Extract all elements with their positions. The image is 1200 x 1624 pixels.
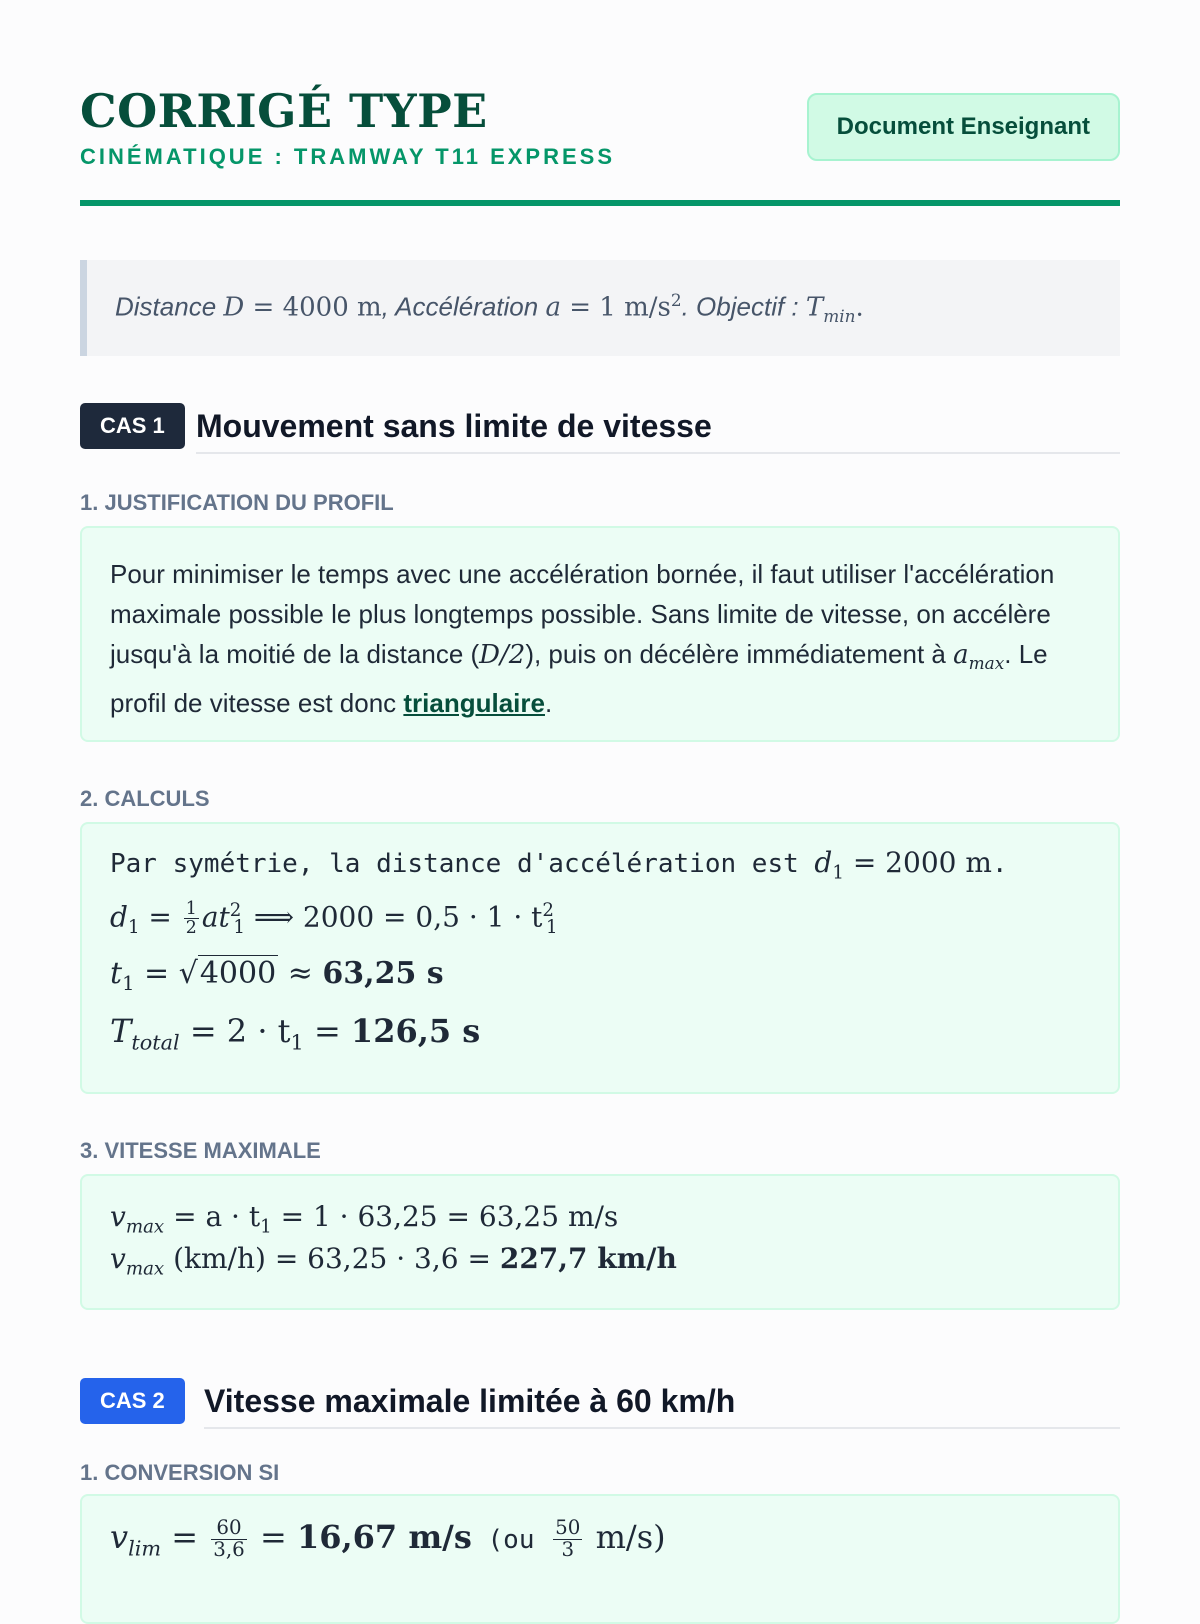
case1-calculations-box: [80, 822, 1120, 1094]
case2-title: Vitesse maximale limitée à 60 km/h: [204, 1382, 736, 1419]
t1-equals: =: [134, 956, 179, 991]
case2-title-rule: [204, 1427, 1120, 1429]
total-time-equals: =: [303, 1012, 351, 1050]
vmax-kmh-calc: (km/h) = 63,25 · 3,6 =: [164, 1242, 500, 1275]
calc-d1-var: d: [814, 846, 833, 879]
vlim-exact-denominator: 3: [561, 1538, 575, 1561]
vmax-var: v: [110, 1200, 126, 1233]
formula-t1-sup: 2: [542, 900, 554, 921]
given-statement: [115, 290, 864, 326]
given-text-objective: . Objectif :: [681, 291, 806, 322]
justification-d-half: D/2: [479, 640, 526, 670]
document-subtitle: CINÉMATIQUE : TRAMWAY T11 EXPRESS: [80, 144, 616, 169]
calc-line-t1: [110, 956, 444, 995]
total-time-result: 126,5 s: [350, 1012, 481, 1050]
triangular-profile-emphasis: triangulaire: [403, 688, 545, 719]
total-time-eq: = 2 · t: [179, 1012, 291, 1050]
vmax-t1-sub: 1: [260, 1216, 272, 1238]
vlim-equals: =: [161, 1518, 209, 1556]
case1-tag: CAS 1: [80, 403, 185, 449]
given-eq-distance: = 4000 m: [244, 292, 382, 323]
given-eq-acceleration: = 1 m/s: [560, 292, 671, 323]
given-var-a: a: [545, 292, 561, 323]
vmax-kmh-sub: max: [125, 1258, 165, 1280]
case1-heading: [80, 403, 1120, 453]
calc-line-symmetry: [110, 846, 1008, 884]
vlim-or-text: (ou: [471, 1525, 551, 1555]
formula-half-numerator: 1: [185, 899, 197, 920]
case1-title: Mouvement sans limite de vitesse: [196, 407, 712, 444]
calc-line-total: [110, 1012, 480, 1054]
given-data-box: [80, 260, 1120, 356]
formula-d1-var: d: [110, 900, 128, 934]
formula-at: at: [201, 900, 230, 934]
case1-step2-title: 2. CALCULS: [80, 786, 210, 811]
sqrt-symbol: √4000: [178, 956, 277, 991]
vlim-result: 16,67 m/s: [296, 1518, 472, 1556]
vmax-ms-value: = 1 · 63,25 = 63,25 m/s: [271, 1200, 619, 1233]
case2-tag: CAS 2: [80, 1378, 185, 1424]
justification-a-max-sub: max: [968, 653, 1005, 674]
justification-text-4: .: [544, 688, 553, 719]
total-time-t1-sub: 1: [290, 1030, 304, 1055]
document-title: CORRIGÉ TYPE: [80, 84, 488, 138]
document-header: [80, 80, 1120, 206]
vmax-kmh-var: v: [110, 1242, 126, 1275]
given-var-t: T: [805, 292, 824, 323]
justification-text-1: Pour minimiser le temps avec une accélération bornée, il faut utiliser l'accélération maximale possible le plus longtemps possible. Sans limite de vitesse, on accélère jusqu'à la moitié de la distance (: [110, 559, 1055, 669]
vlim-exact-unit: m/s): [585, 1518, 666, 1556]
formula-implication: ⟹ 2000 = 0,5 · 1 · t: [244, 900, 543, 934]
formula-t1-sub: 1: [545, 916, 558, 938]
case1-justification-box: [80, 526, 1120, 742]
justification-text-2: ), puis on décélère immédiatement à: [525, 639, 954, 669]
given-dot: .: [855, 292, 864, 323]
calc-line-d1-formula: [110, 900, 558, 938]
calc-d1-sub: 1: [832, 862, 844, 884]
case2-heading: [80, 1378, 1120, 1428]
conversion-line: [110, 1518, 666, 1561]
t1-approx: ≈: [278, 956, 323, 991]
justification-paragraph: [110, 554, 1100, 723]
vlim-denominator: 3,6: [213, 1538, 245, 1561]
formula-half-denominator: 2: [185, 918, 197, 939]
vlim-numerator: 60: [211, 1518, 247, 1540]
calc-symmetry-text: Par symétrie, la distance d'accélération est: [110, 849, 815, 879]
t1-result: 63,25 s: [322, 956, 444, 991]
case1-title-rule: [196, 452, 1120, 454]
vlim-var: v: [110, 1518, 129, 1556]
formula-equals: =: [139, 900, 181, 934]
total-time-var: T: [110, 1012, 132, 1050]
case1-vmax-box: [80, 1174, 1120, 1310]
case2-conversion-box: [80, 1494, 1120, 1624]
justification-a-max: a: [953, 640, 969, 670]
vmax-eq: = a · t: [164, 1200, 261, 1233]
vlim-exact-numerator: 50: [555, 1516, 581, 1540]
header-divider: [80, 200, 1120, 206]
formula-at-sup: 2: [229, 900, 242, 921]
given-text-acceleration: , Accélération: [381, 291, 546, 322]
formula-at-sub: 1: [233, 916, 245, 938]
sqrt-radicand: 4000: [199, 956, 277, 991]
given-var-d: D: [223, 292, 245, 323]
justification-text-3: . Le profil de vitesse est donc: [110, 639, 1048, 719]
total-time-sub: total: [131, 1030, 180, 1055]
calc-d1-value: = 2000 m: [843, 846, 992, 879]
formula-half-fraction: [184, 900, 199, 937]
teacher-document-badge: Document Enseignant: [807, 93, 1120, 161]
formula-d1-sub: 1: [127, 916, 140, 938]
vlim-fraction: [211, 1518, 247, 1561]
given-text-distance: Distance: [115, 291, 224, 322]
given-exponent: 2: [670, 290, 682, 311]
t1-sub: 1: [122, 972, 135, 995]
vmax-line-kmh: [110, 1242, 677, 1280]
case2-step1-title: 1. CONVERSION SI: [80, 1460, 280, 1485]
calc-symmetry-dot: .: [991, 849, 1008, 879]
vlim-exact-fraction: [553, 1518, 582, 1561]
t1-var: t: [110, 956, 123, 991]
case1-step3-title: 3. VITESSE MAXIMALE: [80, 1138, 321, 1163]
vmax-kmh-result: 227,7 km/h: [499, 1242, 677, 1275]
vlim-equals-2: =: [249, 1518, 297, 1556]
given-var-t-sub: min: [823, 305, 856, 326]
case1-step1-title: 1. JUSTIFICATION DU PROFIL: [80, 490, 394, 515]
vmax-sub: max: [125, 1216, 165, 1238]
vmax-line-ms: [110, 1200, 618, 1238]
vlim-sub: lim: [128, 1536, 162, 1561]
